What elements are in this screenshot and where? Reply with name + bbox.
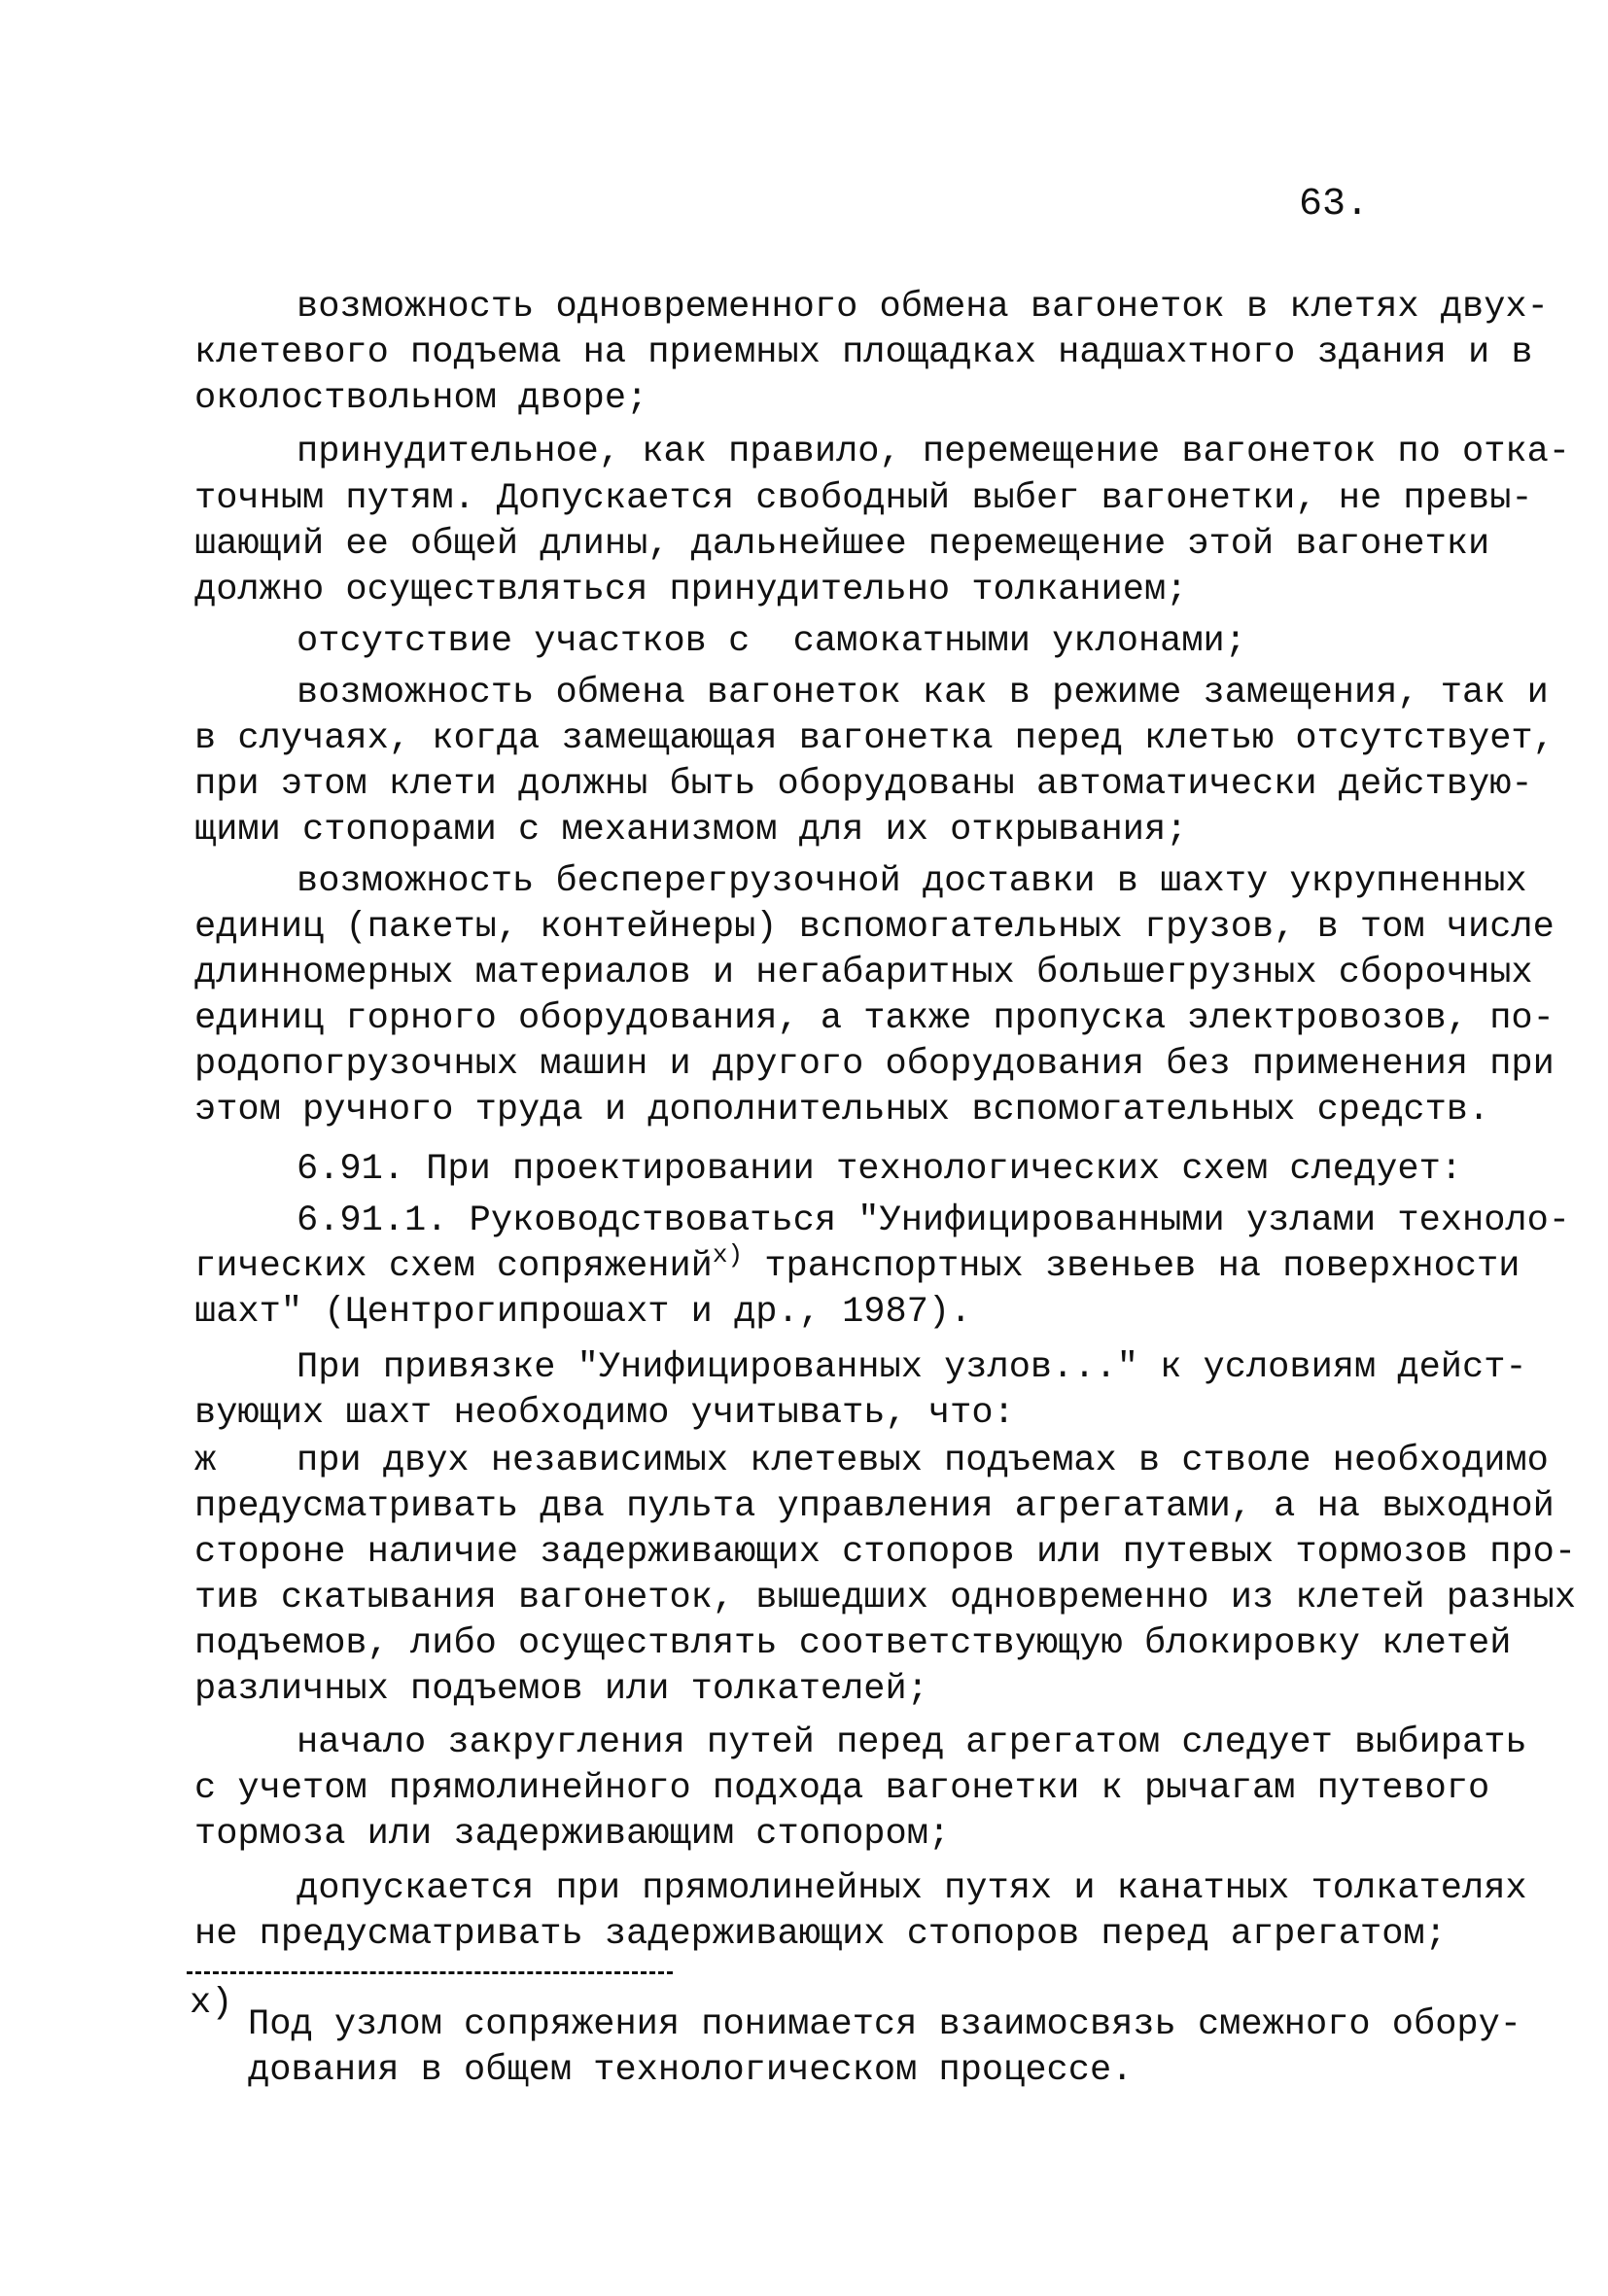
footnote-line: Под узлом сопряжения понимается взаимосвязь смежного обору- [248,2004,1522,2045]
text-line: длинномерных материалов и негабаритных большегрузных сборочных [194,953,1533,993]
text-line: клетевого подъема на приемных площадках надшахтного здания и в [194,332,1533,373]
section-heading: 6.91. При проектировании технологических схем следует: [297,1149,1462,1190]
page-number: 63. [1299,183,1370,226]
text-line: не предусматривать задерживающих стопоров перед агрегатом; [194,1914,1447,1955]
text-line: тив скатывания вагонеток, вышедших одновременно из клетей разных [194,1578,1577,1618]
text-line: допускается при прямолинейных путях и канатных толкателях [297,1868,1527,1909]
text-line: возможность обмена вагонеток как в режиме замещения, так и [297,673,1549,713]
text-line: при двух независимых клетевых подъемах в стволе необходимо [297,1441,1549,1481]
text-line: шающий ее общей длины, дальнейшее перемещение этой вагонетки [194,524,1490,565]
text-line: возможность одновременного обмена вагонеток в клетях двух- [297,287,1549,328]
text-line: околоствольном дворе; [194,378,648,419]
text-line: отсутствие участков с самокатными уклонами; [297,621,1246,662]
text-line: начало закругления путей перед агрегатом следует выбирать [297,1722,1527,1763]
text-line: этом ручного труда и дополнительных вспомогательных средств. [194,1090,1490,1131]
text-line: стороне наличие задерживающих стопоров или путевых тормозов про- [194,1532,1577,1573]
text-line: подъемов, либо осуществлять соответствующую блокировку клетей [194,1623,1512,1664]
text-line: точным путям. Допускается свободный выбег вагонетки, не превы- [194,478,1533,519]
text-line: щими стопорами с механизмом для их открывания; [194,810,1188,851]
text-line: шахт" (Центрогипрошахт и др., 1987). [194,1292,972,1333]
text-line: родопогрузочных машин и другого оборудования без применения при [194,1044,1555,1085]
text-line: 6.91.1. Руководствоваться "Унифицированными узлами техноло- [297,1200,1571,1241]
text-line: в случаях, когда замещающая вагонетка перед клетью отсутствует, [194,718,1555,759]
text-line: при этом клети должны быть оборудованы автоматически действую- [194,764,1533,805]
text-line: предусматривать два пульта управления агрегатами, а на выходной [194,1486,1555,1527]
text-line: принудительное, как правило, перемещение вагонеток по отка- [297,432,1571,472]
text-line: различных подъемов или толкателей; [194,1669,928,1710]
bullet-mark: ж [194,1441,217,1481]
text-span: гических схем сопряжений [194,1246,713,1287]
text-span: транспортных звеньев на поверхности [743,1246,1521,1287]
text-line: единиц горного оборудования, а также пропуска электровозов, по- [194,998,1555,1039]
footnote-reference: x) [712,1240,744,1270]
text-line: возможность бесперегрузочной доставки в шахту укрупненных [297,861,1527,902]
footnote-separator [187,1971,673,1974]
text-line: должно осуществляться принудительно толканием; [194,570,1188,610]
text-line: с учетом прямолинейного подхода вагонетки к рычагам путевого [194,1768,1490,1809]
text-line: вующих шахт необходимо учитывать, что: [194,1393,1015,1434]
footnote-line: дования в общем технологическом процессе. [248,2050,1134,2091]
text-line: При привязке "Унифицированных узлов..." к условиям дейст- [297,1347,1527,1388]
footnote-marker: x) [190,1983,233,2024]
text-line [194,1240,1521,1291]
text-line: тормоза или задерживающим стопором; [194,1814,951,1855]
text-line: единиц (пакеты, контейнеры) вспомогательных грузов, в том числе [194,907,1555,948]
